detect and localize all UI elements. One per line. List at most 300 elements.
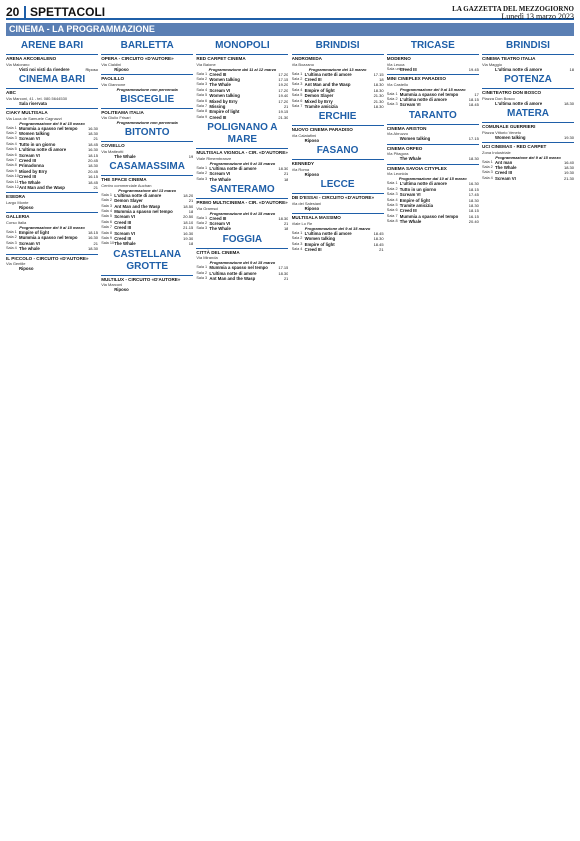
cinema-block (196, 54, 288, 120)
film-row (101, 154, 193, 159)
film-times: 19.30 (563, 134, 574, 140)
city-heading: BITONTO (124, 127, 170, 139)
film-row (101, 67, 193, 72)
sala-label: Sala 2 (386, 186, 398, 191)
sala-label: Sala 3 (6, 136, 17, 141)
film-title: Riposo (19, 205, 34, 211)
sala-label: Sala 1 (482, 159, 493, 164)
film-times: 17.15 (373, 71, 384, 77)
film-title: Tramite amicizia (304, 104, 338, 110)
film-times: 19 (188, 153, 194, 159)
film-title: The Whale (495, 165, 517, 170)
city-heading: CASTELLANA GROTTE (113, 248, 182, 272)
cinema-address: Zona Industriale (482, 149, 511, 155)
cinema-address: Via Calatafimi (291, 133, 317, 139)
cinema-address: Via Marconi, 41 - tel. 080.5644530 (6, 95, 68, 101)
sala-label: Sala 1 (6, 230, 17, 235)
film-title: Riposo (304, 172, 320, 178)
cinema-block (6, 254, 98, 272)
film-title: Tramite amicizia (399, 203, 433, 209)
cinema-name: ABC (6, 90, 16, 95)
sala-label: Sala 2 (291, 77, 303, 81)
film-title: Tutto in un giorno (19, 141, 56, 147)
film-times: 18 (569, 66, 574, 72)
film-times: 16.15 (468, 213, 479, 219)
cinema-name: CITTÀ DEL CINEMA (196, 249, 240, 255)
film-title: Creed III (114, 225, 132, 231)
film-title: Creed III (114, 236, 132, 242)
cinema-block (482, 122, 574, 140)
film-times: 17.15 (278, 77, 289, 82)
film-title: L'ultima notte di amore (495, 100, 543, 106)
city-heading: ARENE BARI (20, 40, 84, 51)
sala-label: Sala 3 (196, 226, 208, 231)
film-title: Creed III (114, 219, 132, 225)
program-note: Programmazione del 9 al 15 marzo (209, 210, 276, 216)
film-row (387, 156, 479, 161)
sala-label: Sala 1 (386, 91, 398, 96)
film-times: 18 (188, 209, 194, 214)
city-heading: MATERA (506, 108, 550, 119)
film-times: 19.40 (278, 93, 289, 99)
sala-label: Sala 4 (6, 246, 17, 251)
film-row (6, 266, 98, 271)
film-title: Mummia a spasso nel tempo (19, 125, 78, 131)
film-title: Tutto in un giorno (399, 186, 437, 192)
film-times: 18.50 (183, 203, 194, 209)
cinema-name: KENNEDY (291, 161, 315, 167)
film-row (387, 219, 479, 224)
film-title: Mixed by Erry (19, 168, 48, 174)
cinema-block (101, 54, 193, 72)
listing-column (387, 38, 479, 836)
film-title: Demon Slayer (114, 198, 143, 204)
film-times: 18.30 (87, 131, 98, 136)
film-times: 20.50 (183, 214, 194, 220)
film-times: 18.45 (373, 241, 384, 247)
sala-label: Sala 1 (291, 231, 303, 236)
program-note: Programmazione del 9 al 15 marzo (19, 225, 85, 231)
cinema-block (6, 108, 98, 190)
city-heading: ERCHIE (318, 111, 357, 123)
sala-label: Sala 6 (386, 208, 398, 213)
program-note: Programmazione dal 10 al 15 marzo (398, 176, 467, 182)
film-times: 19.15 (278, 109, 289, 115)
cinema-name: CINEMA SAVOIA CITYPLEX (386, 165, 447, 171)
film-times: 18.30 (563, 100, 574, 106)
city-heading: LECCE (320, 179, 355, 191)
film-title: L'ultima notte di amore (495, 66, 543, 72)
sala-label: Sala 3 (291, 82, 303, 87)
sala-label: Sala 5 (6, 147, 17, 152)
city-heading: POTENZA (504, 74, 552, 85)
film-times: 21.15 (183, 225, 194, 231)
film-times: 18.15 (468, 186, 479, 192)
program-note: Programmazione del 9 al 15 marzo (209, 260, 276, 266)
newspaper-page (6, 6, 574, 836)
film-title: L'ultima notte di amore (209, 270, 257, 276)
sala-label: Sala 3 (6, 240, 17, 245)
film-title: The whale (19, 246, 40, 252)
film-title: Riposo (304, 138, 320, 144)
cinema-name: ARENA ARCOBALENO (6, 56, 57, 61)
film-times: 18.10 (183, 219, 194, 225)
film-times: 18.30 (373, 82, 384, 88)
cinema-name: CINETEATRO DON BOSCO (482, 90, 542, 95)
city-heading: SANTERAMO (210, 184, 275, 196)
film-row (292, 247, 384, 252)
film-times: 18.30 (373, 104, 384, 110)
film-times: 18.30 (87, 246, 98, 252)
cinema-address: Centro commerciale Auchan (101, 182, 152, 188)
film-times: 17.15 (278, 265, 289, 271)
sala-label: Sala 1 (386, 181, 398, 186)
film-row (482, 135, 574, 140)
film-title: The Whale (399, 156, 422, 162)
program-note: Programmazione del 9 al 15 marzo (400, 86, 466, 92)
film-title: Mixed by Erry (209, 98, 238, 104)
film-title: Riposo (114, 287, 129, 293)
cinema-name: CINEMA TEATRO ITALIA (482, 56, 536, 61)
cinema-address: Piazza Vittorio Veneto (482, 129, 522, 135)
cinema-block (196, 198, 288, 232)
sala-label: Sala 4 (6, 141, 17, 146)
film-title: Scream VI (19, 240, 40, 246)
cinema-address: Via Gentile (6, 261, 26, 267)
cinema-address: Via Marconi (101, 282, 123, 288)
film-times: 17.45 (468, 192, 479, 198)
film-title: Scream VI (114, 230, 135, 236)
sala-label: Sala 2 (6, 131, 17, 135)
film-row (387, 67, 479, 72)
film-row (292, 138, 384, 143)
sala-label: Sala 5 (291, 93, 303, 98)
film-title: Creed III (209, 114, 227, 120)
film-title: The Whale (209, 176, 231, 182)
film-title: Creed III (495, 170, 512, 176)
film-title: Empire of light (19, 230, 50, 236)
cinema-address: Piazza Don Bosco (482, 95, 515, 101)
publication-date: Lunedì 13 marzo 2023 (501, 12, 574, 21)
cinema-block (101, 175, 193, 247)
film-title: Scream VI (19, 152, 40, 158)
cinema-address: Via Giannone (101, 81, 126, 87)
section-banner: CINEMA - LA PROGRAMMAZIONE (6, 23, 574, 36)
cinema-block (196, 248, 288, 282)
cinema-name: NUOVO CINEMA PARADISO (291, 127, 353, 133)
sala-label: Sala 3 (386, 102, 398, 107)
film-row (482, 101, 574, 106)
film-times: 21 (283, 276, 289, 282)
film-title: Empire of light (399, 197, 430, 203)
film-times: 18 (283, 176, 289, 182)
sala-label: Sala 9 (6, 168, 17, 173)
cinema-name: POLITEAMA ITALIA (101, 109, 144, 115)
film-row (6, 67, 98, 72)
film-times: 18.30 (468, 197, 479, 203)
film-times: 19.30 (563, 170, 574, 176)
film-title: Scream VI (114, 214, 135, 220)
film-title: Mummia a spasso nel tempo (209, 265, 268, 271)
sala-label: Sala 6 (291, 98, 303, 103)
film-title: Scream VI (209, 221, 231, 227)
cinema-block (6, 88, 98, 106)
cinema-address: Via Baione (196, 61, 216, 67)
sala-label: Sala 7 (6, 158, 17, 163)
film-row (196, 226, 288, 231)
film-title: Empire of light (304, 87, 335, 93)
film-title: Creed III (19, 158, 36, 164)
film-times: 17.15 (468, 136, 479, 142)
sala-label: Sala 7 (196, 104, 208, 109)
film-row (6, 205, 98, 210)
sala-label: Sala 1 (196, 165, 208, 170)
cinema-block (101, 275, 193, 293)
sala-label: Sala 1 (101, 192, 112, 197)
film-row (292, 104, 384, 109)
film-times: 19.45 (468, 66, 479, 72)
film-title: Ant Man and the Wasp (19, 185, 65, 191)
film-title: Creed III (304, 247, 322, 253)
city-heading: POLIGNANO A MARE (207, 122, 278, 146)
cinema-name: PRIMO MULTICINEMA - CIR. «D'AUTORE» (196, 200, 288, 206)
film-times: 21 (93, 136, 98, 142)
film-times: 21 (188, 198, 194, 204)
cinema-block (292, 213, 384, 252)
cinema-name: THE SPACE CINEMA (101, 177, 147, 183)
film-times: 18.30 (373, 236, 384, 242)
film-times: 18.30 (468, 156, 479, 162)
cinema-address: Via Pitagora (386, 151, 409, 157)
sala-label: Sala 3 (482, 170, 493, 175)
film-title: Riposo (114, 66, 129, 72)
cinema-block (292, 125, 384, 143)
film-times: 16.15 (87, 174, 98, 180)
cinema-block (292, 54, 384, 109)
film-times: 19.30 (183, 236, 194, 242)
cinema-name: ANDROMEDA (291, 56, 322, 61)
city-heading: BISCEGLIE (120, 93, 175, 105)
film-title: Empire of light (304, 241, 335, 247)
cinema-name: MULTILUX - CIRCUITO «D'AUTORE» (101, 276, 181, 282)
film-times: 16.30 (87, 147, 98, 153)
film-times: 18.15 (468, 208, 479, 214)
film-row (482, 67, 574, 72)
cinema-name: MULTISALA MASSIMO (291, 215, 341, 221)
sala-label: Sala 2 (196, 77, 208, 81)
sala-label: Sala 4 (386, 197, 398, 202)
cinema-name: IL PICCOLO - CIRCUITO «D'AUTORE» (6, 255, 89, 261)
city-heading: FASANO (316, 145, 359, 157)
sala-label: Sala 7 (291, 104, 303, 109)
publication-info (452, 6, 574, 20)
film-times: 21 (379, 247, 384, 253)
sala-label: Sala 2 (386, 97, 398, 101)
film-title: The Whale (114, 153, 136, 159)
cinema-block (292, 193, 384, 211)
film-title: Creed III (209, 215, 227, 221)
sala-label: Sala 6 (196, 98, 208, 103)
cinema-name: PAOLILLO (101, 76, 125, 81)
film-times: 18.15 (468, 97, 479, 102)
cinema-address: Via dei Salesiani (291, 201, 322, 207)
sala-label: Sala 10 (101, 241, 115, 246)
film-title: Mummia a spasso nel tempo (114, 209, 173, 214)
film-times: 18 (379, 77, 384, 82)
film-title: Women talking (495, 134, 526, 140)
sala-label: Sala 3 (291, 241, 303, 246)
film-title: Women talking (19, 131, 50, 136)
cinema-block (387, 144, 479, 162)
cinema-block (6, 192, 98, 210)
film-times: 21.30 (278, 114, 289, 120)
film-title: L'ultima notte di amore (399, 181, 447, 187)
film-times: 16.30 (183, 230, 194, 236)
city-heading: CINEMA BARI (18, 74, 86, 85)
film-times: 18.30 (87, 163, 98, 169)
program-note: Programmazione non pervenuta (116, 86, 178, 92)
sala-label: Sala 1 (196, 71, 208, 76)
film-times: 21 (93, 185, 98, 191)
film-title: Scream VI (19, 136, 40, 142)
film-times: 18.30 (468, 203, 479, 209)
film-times: 18.30 (278, 215, 289, 221)
sala-label: Sala 3 (386, 192, 398, 197)
sala-label: Sala 5 (386, 203, 398, 208)
film-row (196, 276, 288, 281)
section-title: SPETTACOLI (24, 6, 105, 19)
film-row (6, 101, 98, 106)
sala-label: Sala 3 (196, 276, 208, 281)
film-times: 18.30 (278, 270, 289, 276)
cinema-address: Viale Rimembranze (196, 155, 232, 161)
program-note: Programmazione del 13 marzo (118, 187, 177, 193)
cinema-block (101, 141, 193, 159)
film-title: Riposo (304, 206, 320, 212)
film-title: Mummia a spasso nel tempo (399, 91, 459, 97)
film-times: 16.40 (563, 159, 574, 165)
sala-label: Sala 12 (6, 185, 19, 190)
film-times: 17.20 (278, 98, 289, 104)
film-title: Mixed by Erry (304, 98, 333, 104)
film-times: 21 (283, 221, 289, 227)
film-title: Mummia a spasso nel tempo (19, 235, 78, 241)
film-title: The Whale (19, 179, 41, 185)
film-title: L'ultima notte di amore (399, 97, 447, 102)
film-title: Ant man (495, 159, 513, 165)
program-note: Programmazione del 13 marzo (308, 66, 367, 72)
sala-label: Sala 3 (196, 82, 208, 87)
film-times: 17.20 (278, 71, 289, 77)
city-heading: TARANTO (408, 109, 457, 121)
cinema-address: Via Abruzzo (386, 131, 409, 137)
sala-label: Sala 3 (196, 176, 208, 181)
cinema-block (101, 108, 193, 126)
sala-label: Sala 4 (101, 209, 112, 213)
listing-column (6, 38, 98, 836)
film-title: Sala riservata (19, 100, 47, 106)
film-title: Women talking (209, 93, 240, 99)
cinema-name: UCI CINEMAS - RED CARPET (482, 144, 547, 149)
sala-label: Sala 5 (101, 214, 112, 219)
film-row (101, 241, 193, 246)
cinema-name: ESEDRA (6, 194, 26, 200)
film-times: 18.45 (468, 102, 479, 108)
film-title: Mummia a spasso nel tempo (399, 213, 459, 219)
film-times: 21 (283, 171, 289, 177)
film-times: 18.45 (87, 141, 98, 147)
film-title: Scream VI (209, 87, 231, 93)
cinema-address: Viale Lo Re (291, 221, 313, 227)
film-times: 18.45 (87, 179, 98, 185)
sala-label: Sala 8 (196, 109, 208, 114)
film-title: Missing (209, 104, 226, 110)
cinema-address: Via Roma (291, 167, 310, 173)
program-note: Programmazione del 9 al 15 marzo (304, 226, 371, 232)
cinema-block (292, 159, 384, 177)
sala-label: Sala 4 (196, 87, 208, 92)
film-row (387, 102, 479, 107)
sala-label: Sala 2 (482, 165, 493, 169)
publication-name: LA GAZZETTA DEL MEZZOGIORNO (452, 6, 574, 13)
film-times: 20.40 (468, 219, 479, 225)
film-times: 18.45 (373, 231, 384, 237)
listing-column (482, 38, 574, 836)
film-title: Creed III (209, 71, 227, 77)
film-title: Ant Man and the Wasp (304, 82, 351, 88)
sala-label: Sala 11 (6, 179, 19, 184)
film-times: 16.30 (468, 181, 479, 187)
cinema-name: MODERNO (386, 56, 411, 61)
program-note: Programmazione del 9 al 15 marzo (19, 120, 85, 126)
film-times: 21.30 (563, 175, 574, 181)
sala-label: Sala 8 (6, 163, 17, 168)
cinema-block (387, 164, 479, 225)
cinema-address: Via Giulio Frisari (101, 115, 131, 121)
film-times: 17 (474, 91, 479, 97)
cinema-block (6, 212, 98, 251)
film-times: 21 (93, 240, 98, 246)
film-row (482, 176, 574, 181)
film-title: Empire of light (209, 109, 240, 115)
film-title: L'ultima notte di amore (304, 71, 352, 77)
film-row (6, 185, 98, 190)
sala-label: Sala 1 (196, 265, 208, 270)
program-note: Programmazione non pervenuta (116, 120, 178, 126)
film-title: Scream VI (399, 102, 421, 108)
listing-column (292, 38, 384, 836)
sala-label: Sala 7 (101, 225, 112, 230)
film-times: 18 (283, 226, 289, 232)
film-title: The Whale (399, 219, 422, 225)
film-row (292, 172, 384, 177)
page-number: 20 (6, 6, 20, 19)
film-title: L'ultima notte di amore (19, 147, 67, 153)
cinema-block (101, 74, 193, 92)
film-times: 20.45 (87, 168, 98, 174)
film-row (196, 115, 288, 120)
cinema-address: Via Leuca (386, 61, 405, 67)
film-times: 20.45 (87, 158, 98, 164)
cinema-address: Via Gramsci (196, 205, 219, 211)
sala-label: Sala 9 (196, 114, 208, 119)
cinema-name: OPERA - CIRCUITO «D'AUTORE» (101, 56, 174, 61)
cinema-address: Via Leonida (386, 171, 408, 177)
cinema-name: CIAKY MULTISALA (6, 110, 48, 115)
film-title: Women talking (399, 136, 431, 142)
film-row (101, 287, 193, 292)
sala-label: Sala 9 (101, 236, 112, 241)
